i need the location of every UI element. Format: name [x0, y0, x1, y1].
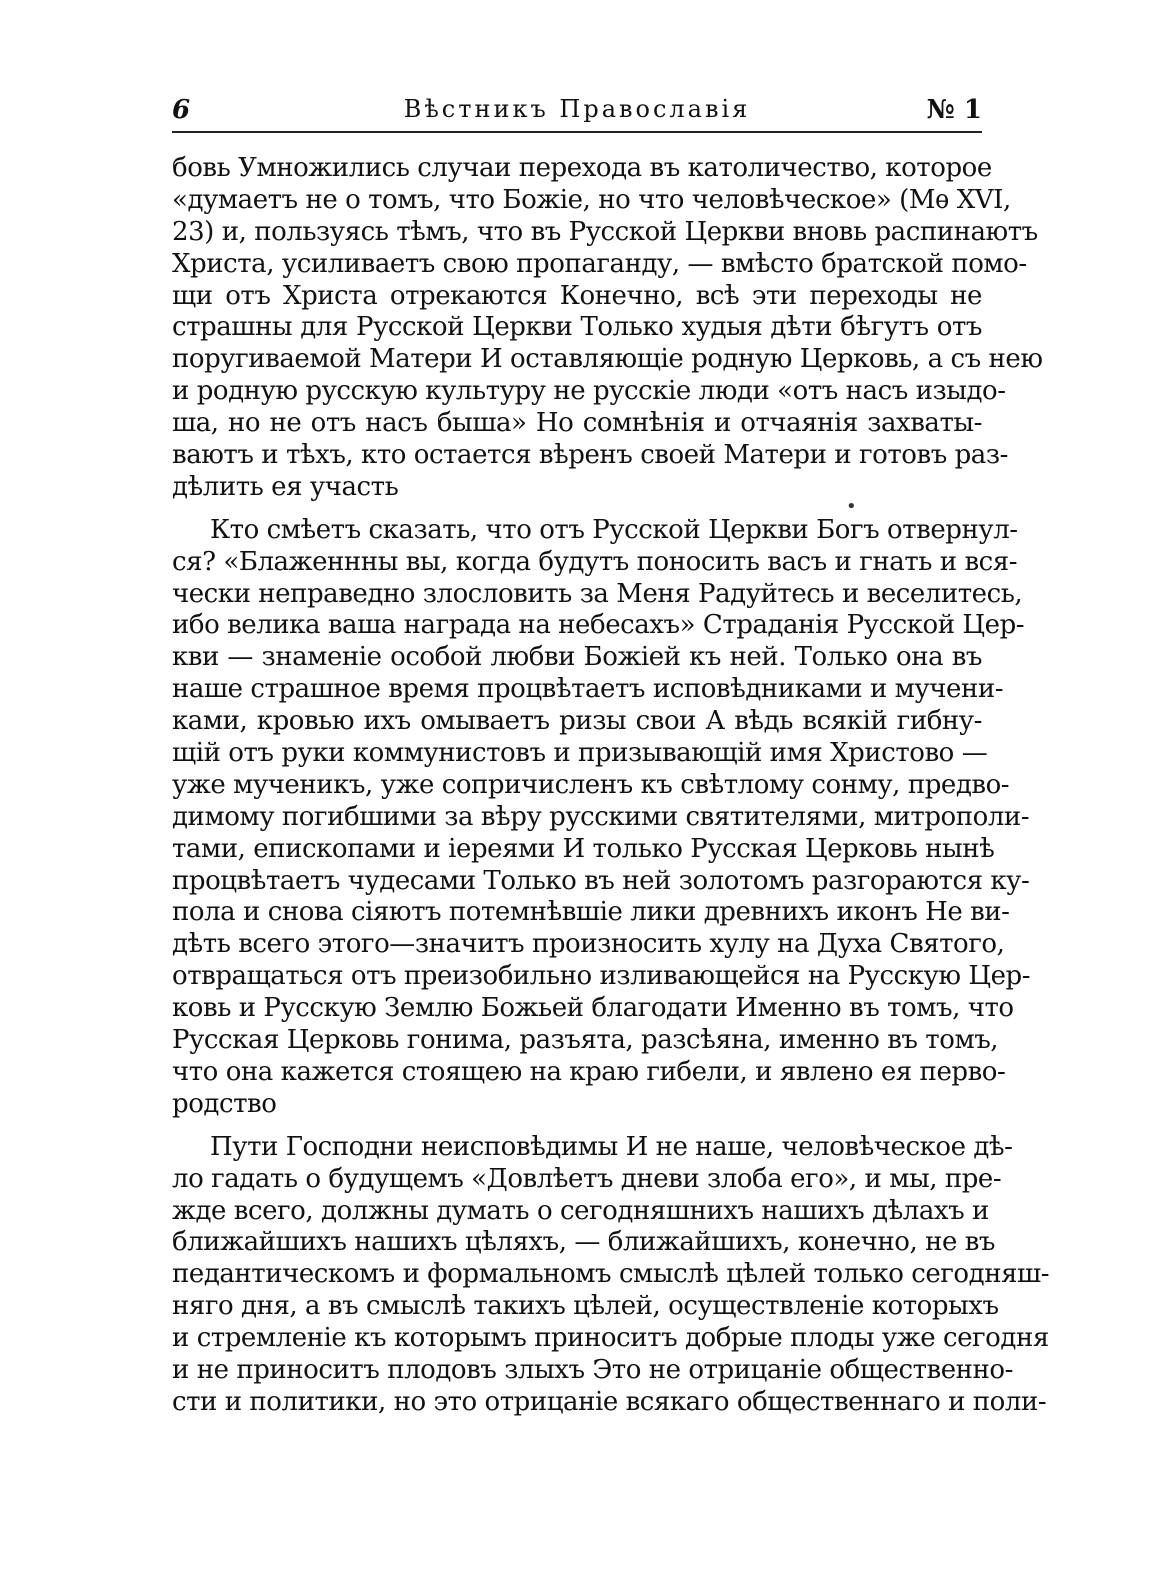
text-line: щій отъ руки коммунистовъ и призывающій имя Христово —	[172, 738, 988, 769]
text-line: кви — знаменіе особой любви Божіей къ ней. Только она въ	[172, 642, 982, 673]
text-line: ближайшихъ нашихъ цѣляхъ, — ближайшихъ, конечно, не въ	[172, 1227, 995, 1258]
paragraph-3	[172, 1131, 1050, 1419]
text-line: и родную русскую культуру не русскіе люди «отъ насъ изыдо-	[172, 376, 1006, 407]
text-line: ша, но не отъ насъ быша» Но сомнѣнія и отчаянія захваты-	[172, 408, 982, 439]
text-line: няго дня, а въ смыслѣ такихъ цѣлей, осуществленіе которыхъ	[172, 1291, 999, 1322]
paragraph-2	[172, 514, 1031, 1121]
text-line: сти и политики, но это отрицаніе всякаго общественнаго и поли-	[172, 1386, 1047, 1417]
text-line: чески неправедно злословить за Меня Радуйтесь и веселитесь,	[172, 578, 1023, 609]
text-line: Русская Церковь гонима, разъята, разсѣяна, именно въ томъ,	[172, 1025, 999, 1056]
text-line: щи отъ Христа отрекаются Конечно, всѣ эти переходы не	[172, 280, 982, 311]
text-line: уже мученикъ, уже сопричисленъ къ свѣтлому сонму, предво-	[172, 769, 1010, 800]
text-line: димому погибшими за вѣру русскими святителями, митрополи-	[172, 801, 1030, 832]
text-line: и стремленіе къ которымъ приноситъ добрые плоды уже сегодня	[172, 1323, 1049, 1354]
text-line: страшны для Русской Церкви Только худыя дѣти бѣгутъ отъ	[172, 312, 982, 343]
text-line: наше страшное время процвѣтаетъ исповѣдниками и мучени-	[172, 674, 1004, 705]
running-header	[172, 95, 982, 133]
text-line: 23) и, пользуясь тѣмъ, что въ Русской Церкви вновь распинаютъ	[172, 216, 1038, 247]
text-line: педантическомъ и формальномъ смыслѣ цѣлей только сегодняш-	[172, 1259, 1050, 1290]
text-line: ся? «Блаженнны вы, когда будутъ поносить васъ и гнать и вся-	[172, 546, 1018, 577]
text-line: ковь и Русскую Землю Божьей благодати Именно въ томъ, что	[172, 993, 1014, 1024]
text-line: и не приноситъ плодовъ злыхъ Это не отрицаніе общественно-	[172, 1354, 1013, 1385]
text-line: жде всего, должны думать о сегодняшнихъ нашихъ дѣлахъ и	[172, 1195, 989, 1226]
text-line: родство	[172, 1088, 277, 1119]
paragraph-gap	[172, 1121, 982, 1132]
issue-number: № 1	[926, 95, 982, 125]
text-line: что она кажется стоящею на краю гибели, и явлено ея перво-	[172, 1056, 1006, 1087]
text-line: поругиваемой Матери И оставляющіе родную Церковь, а съ нею	[172, 344, 1043, 375]
text-line: Христа, усиливаетъ свою пропаганду, — вмѣсто братской помо-	[172, 248, 1027, 279]
text-line: ками, кровью ихъ омываетъ ризы свои А вѣдь всякій гибну-	[172, 706, 982, 737]
text-line: ибо велика ваша награда на небесахъ» Страданія Русской Цер-	[172, 610, 1025, 641]
text-line: дѣлить ея участь	[172, 471, 399, 502]
text-line: отвращаться отъ преизобильно изливающейся на Русскую Цер-	[172, 961, 1031, 992]
text-line: «думаетъ не о томъ, что Божіе, но что человѣческое» (Мѳ XVI,	[172, 184, 1011, 215]
paragraph-1	[172, 153, 1043, 504]
text-line: бовь Умножились случаи перехода въ католичество, которое	[172, 153, 992, 183]
text-line: ваютъ и тѣхъ, кто остается вѣренъ своей Матери и готовъ раз-	[172, 440, 1008, 471]
article-body	[172, 153, 1050, 1419]
text-line: ло гадать о будущемъ «Довлѣетъ дневи злоба его», и мы, пре-	[172, 1163, 1002, 1194]
page-number: 6	[172, 95, 191, 125]
text-line: Кто смѣетъ сказать, что отъ Русской Церкви Богъ отвернул-	[210, 514, 1018, 545]
ink-speck-mark: •	[846, 496, 857, 517]
paragraph-gap	[172, 504, 982, 515]
text-line: Пути Господни неисповѣдимы И не наше, человѣческое дѣ-	[210, 1131, 1013, 1162]
text-line: дѣть всего этого—значитъ произносить хулу на Духа Святого,	[172, 929, 1005, 960]
text-line: тами, епископами и іереями И только Русская Церковь нынѣ	[172, 833, 995, 864]
journal-title: Вѣстникъ Православія	[403, 95, 751, 123]
text-line: процвѣтаетъ чудесами Только въ ней золотомъ разгораются ку-	[172, 865, 1030, 896]
text-line: пола и снова сіяютъ потемнѣвшіе лики древнихъ иконъ Не ви-	[172, 897, 1010, 928]
